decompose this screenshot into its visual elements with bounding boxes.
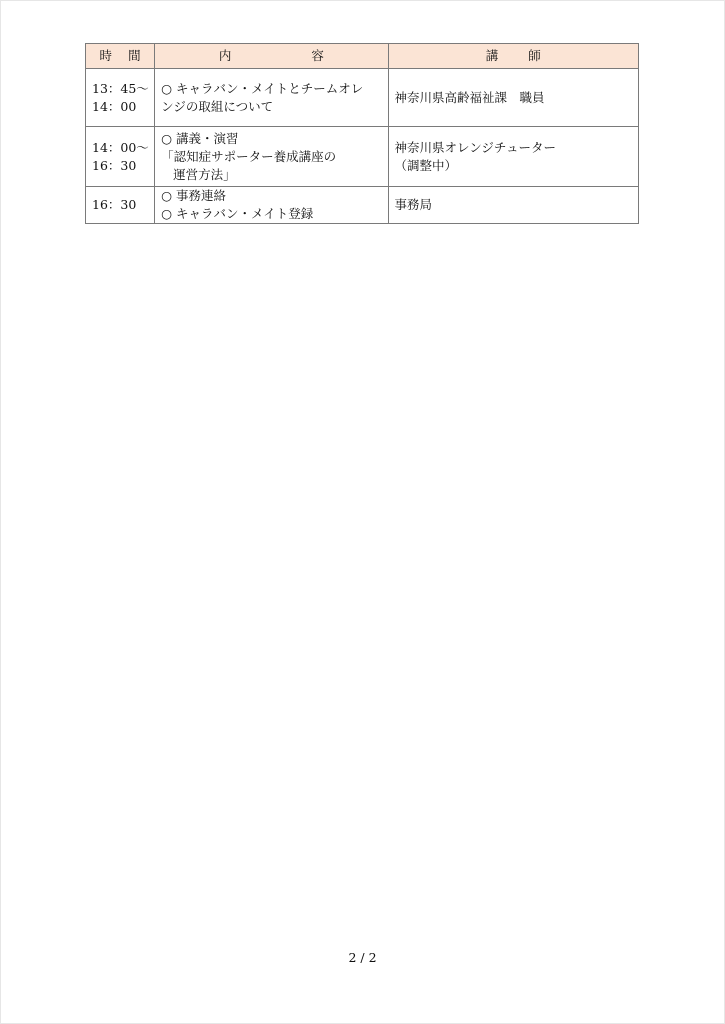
time-start: 14：00～ bbox=[92, 139, 149, 155]
content-line: ○ 講義・演習 bbox=[161, 130, 239, 146]
time-cell bbox=[86, 69, 155, 127]
content-cell bbox=[155, 69, 388, 127]
content-line: ○ キャラバン・メイトとチームオレ bbox=[161, 80, 364, 96]
lecturer-cell bbox=[388, 187, 638, 224]
header-lecturer bbox=[388, 44, 638, 69]
header-content-char-1: 内 bbox=[218, 48, 232, 63]
time-end: 16：30 bbox=[92, 157, 137, 173]
time-start: 13：45～ bbox=[92, 80, 149, 96]
header-content bbox=[155, 44, 388, 69]
page-number: 2 / 2 bbox=[348, 950, 377, 965]
time-cell bbox=[86, 127, 155, 187]
header-lecturer-char-1: 講 bbox=[485, 48, 499, 63]
content-cell bbox=[155, 187, 388, 224]
content-cell bbox=[155, 127, 388, 187]
lecturer-line: 事務局 bbox=[394, 197, 433, 212]
table-row bbox=[86, 187, 639, 224]
content-line: 「認知症サポーター養成講座の bbox=[161, 148, 337, 164]
time-end: 14：00 bbox=[92, 98, 137, 114]
lecturer-line: （調整中） bbox=[394, 157, 458, 173]
schedule-table bbox=[85, 43, 639, 224]
header-content-char-2: 容 bbox=[311, 48, 324, 63]
time-start: 16：30 bbox=[92, 197, 137, 212]
content-line: 運営方法」 bbox=[173, 166, 236, 182]
content-line: ○ 事務連絡 bbox=[161, 188, 227, 203]
lecturer-cell bbox=[388, 69, 638, 127]
header-row bbox=[86, 44, 639, 69]
table-row bbox=[86, 127, 639, 187]
header-lecturer-char-2: 師 bbox=[528, 48, 541, 63]
lecturer-cell bbox=[388, 127, 638, 187]
table-row bbox=[86, 69, 639, 127]
header-time-char-2: 間 bbox=[128, 48, 141, 63]
lecturer-line: 神奈川県高齢福祉課 職員 bbox=[394, 89, 545, 105]
time-cell bbox=[86, 187, 155, 224]
header-time-char-1: 時 bbox=[99, 48, 113, 63]
content-line: ○ キャラバン・メイト登録 bbox=[161, 206, 314, 221]
lecturer-line: 神奈川県オレンジチューター bbox=[394, 139, 557, 155]
content-line: ンジの取組について bbox=[161, 98, 274, 114]
header-time bbox=[86, 44, 155, 69]
